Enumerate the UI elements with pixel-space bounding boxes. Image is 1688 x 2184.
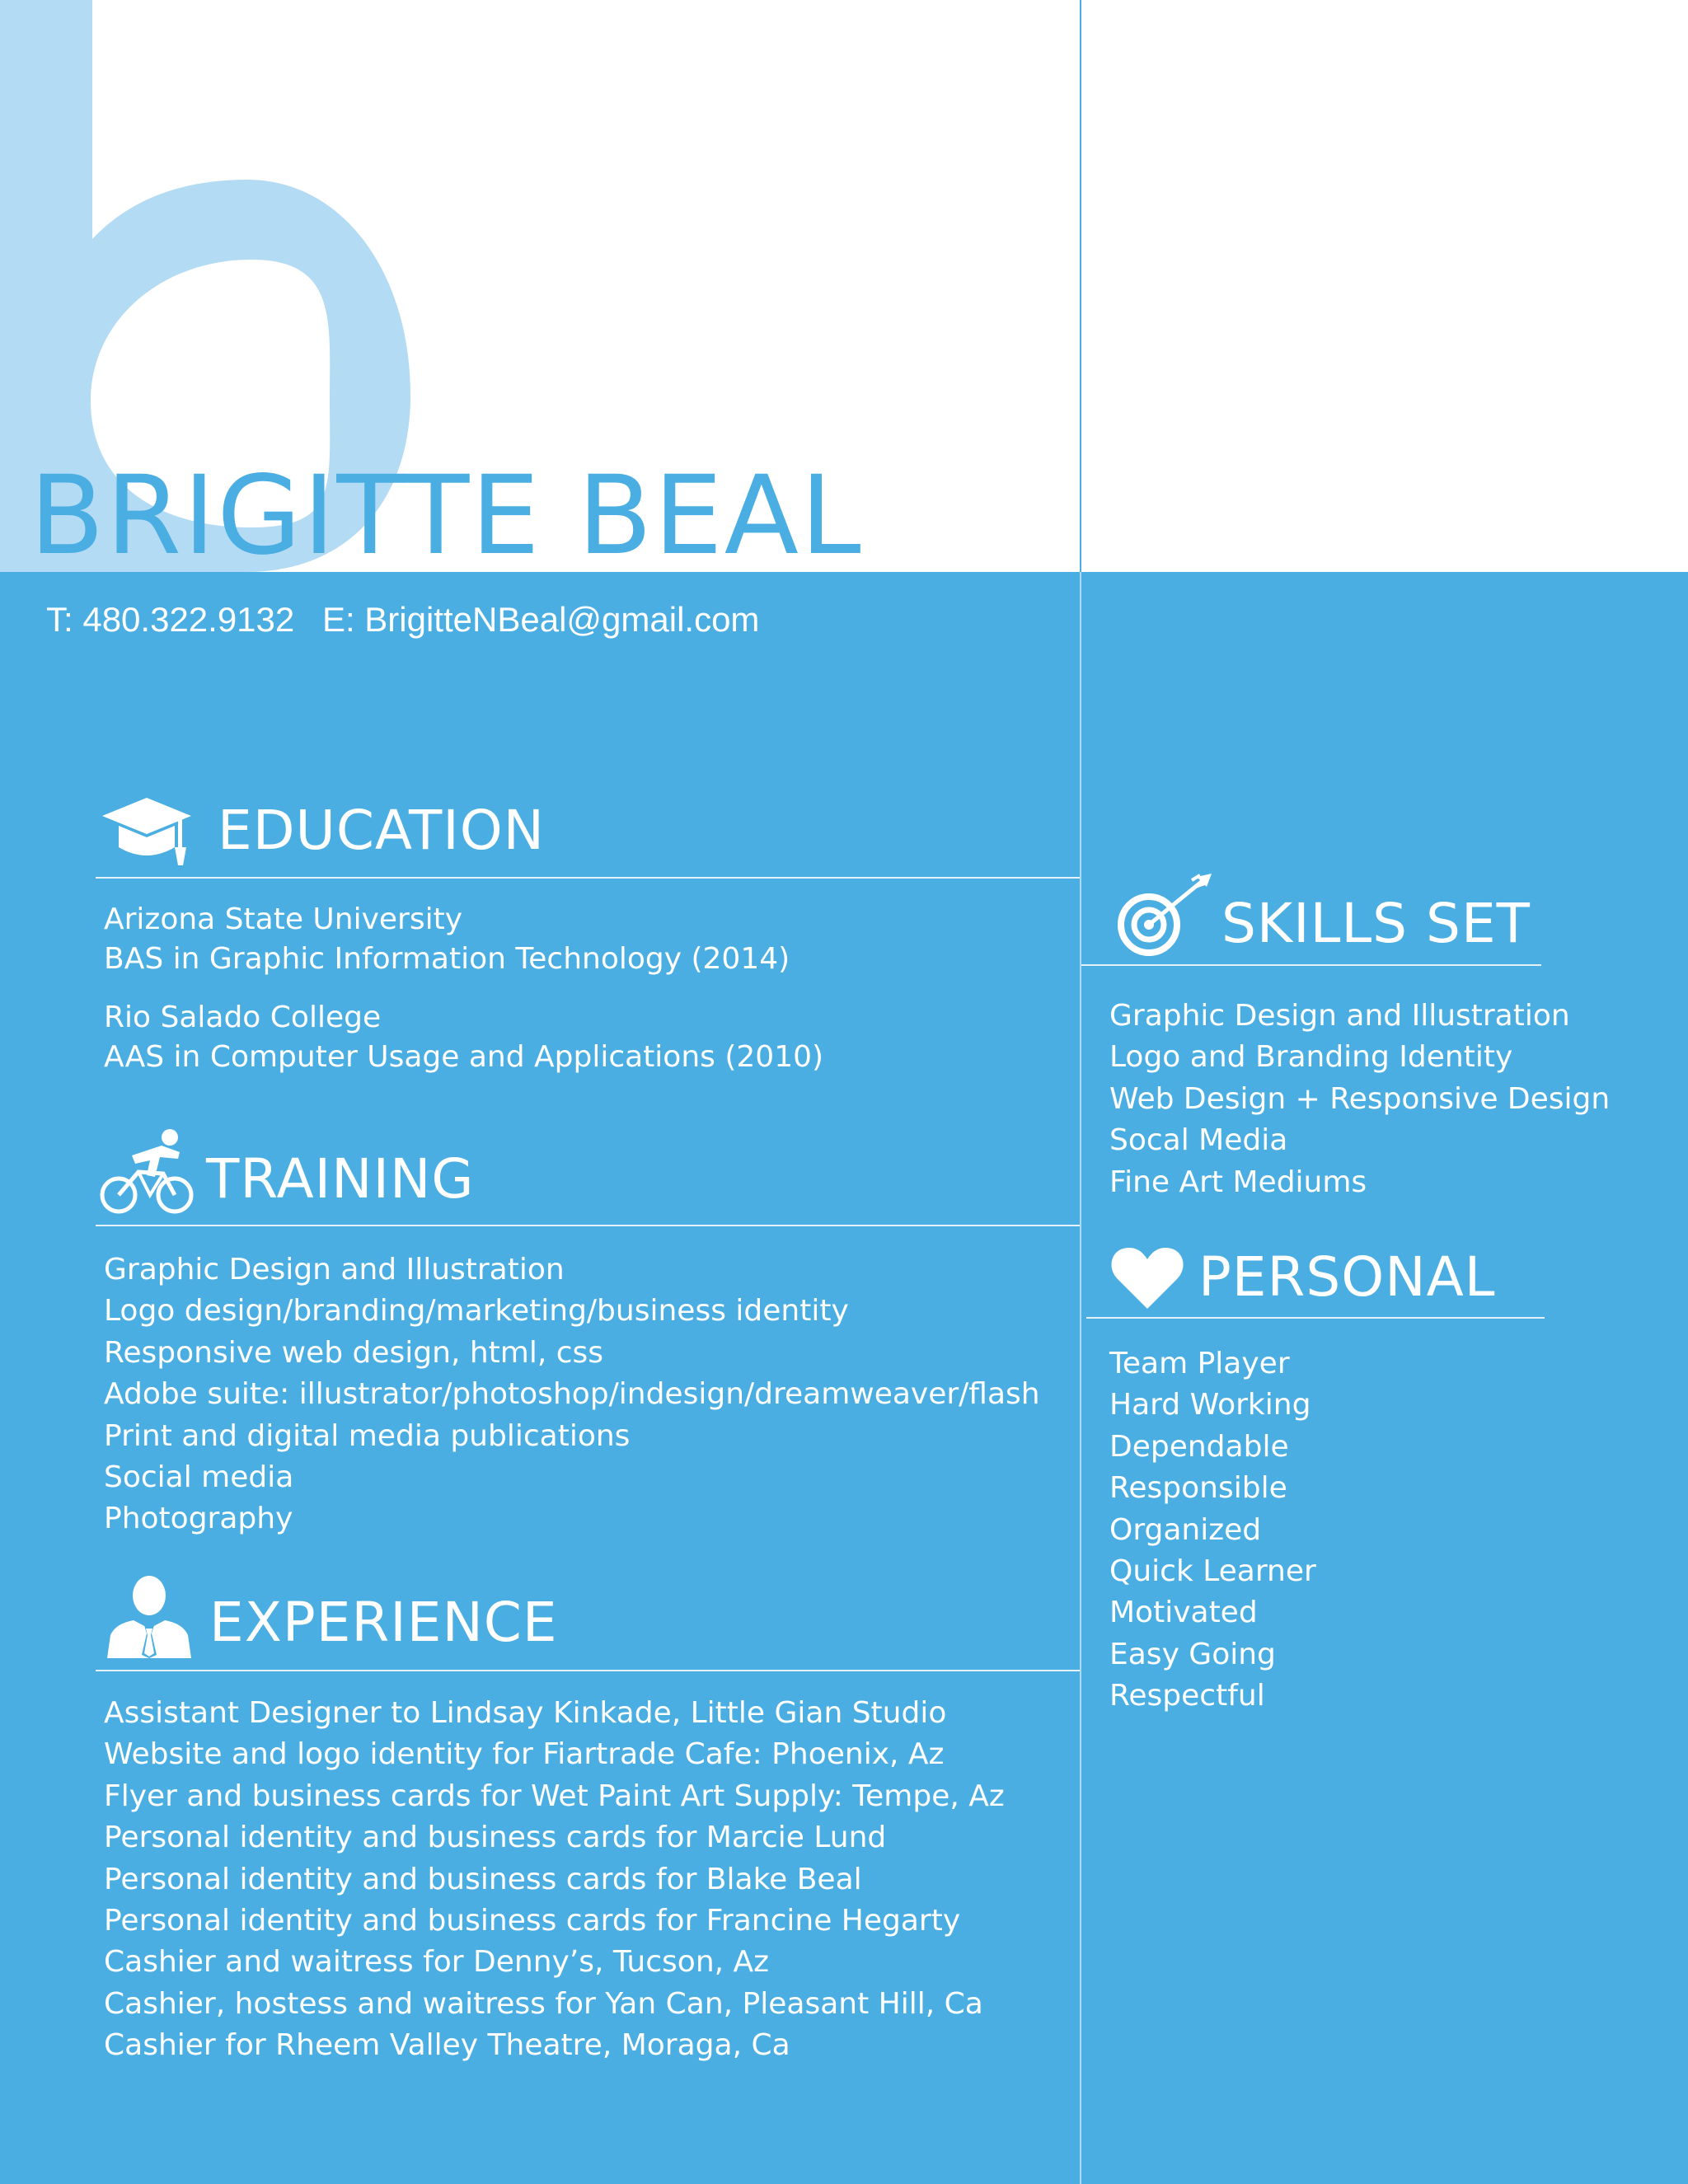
education-heading: [101, 796, 545, 865]
experience-heading: [107, 1576, 558, 1658]
list-item: Dependable: [1109, 1429, 1289, 1464]
person-tie-icon: [107, 1576, 191, 1658]
list-item: Personal identity and business cards for Francine Hegarty: [104, 1904, 961, 1938]
education-title: EDUCATION: [218, 799, 546, 862]
education-rule: [96, 877, 1080, 879]
list-item: Logo and Branding Identity: [1109, 1040, 1513, 1075]
personal-list: [1109, 1343, 1316, 1718]
training-rule: [96, 1225, 1080, 1226]
personal-title: PERSONAL: [1198, 1245, 1496, 1309]
list-item: Respectful: [1109, 1679, 1265, 1713]
list-item: Print and digital media publications: [104, 1418, 631, 1453]
list-item: Graphic Design and Illustration: [1109, 999, 1570, 1033]
personal-heading: [1111, 1244, 1496, 1310]
skills-list: [1109, 996, 1610, 1203]
list-item: Personal identity and business cards for Marcie Lund: [104, 1821, 887, 1855]
candidate-name: BRIGITTE BEAL: [30, 452, 863, 579]
list-item: Team Player: [1109, 1347, 1290, 1380]
skills-heading: [1116, 874, 1531, 958]
personal-rule: [1086, 1317, 1545, 1319]
list-item: Motivated: [1109, 1596, 1258, 1630]
school-name: Arizona State University: [104, 902, 463, 936]
list-item: Website and logo identity for Fiartrade Cafe: Phoenix, Az: [104, 1737, 945, 1772]
list-item: Socal Media: [1109, 1123, 1288, 1158]
education-entry: [104, 998, 823, 1077]
list-item: Cashier, hostess and waitress for Yan Can, Pleasant Hill, Ca: [104, 1986, 983, 2021]
school-name: Rio Salado College: [104, 1001, 382, 1034]
list-item: Graphic Design and Illustration: [104, 1253, 565, 1286]
list-item: Organized: [1109, 1512, 1262, 1547]
email-address[interactable]: E: BrigitteNBeal@gmail.com: [321, 600, 760, 639]
list-item: Logo design/branding/marketing/business identity: [104, 1294, 849, 1329]
heart-icon: [1111, 1246, 1184, 1309]
list-item: Flyer and business cards for Wet Paint Art Supply: Tempe, Az: [104, 1779, 1005, 1813]
experience-rule: [96, 1670, 1080, 1671]
phone-number[interactable]: T: 480.322.9132: [46, 600, 295, 639]
list-item: Cashier and waitress for Denny’s, Tucson, Az: [104, 1945, 770, 1980]
column-divider-lower: [1080, 572, 1081, 2184]
degree-name: BAS in Graphic Information Technology (2014): [104, 942, 790, 976]
list-item: Web Design + Responsive Design: [1109, 1081, 1611, 1116]
training-heading: [99, 1126, 474, 1216]
list-item: Photography: [104, 1502, 293, 1536]
list-item: Assistant Designer to Lindsay Kinkade, Little Gian Studio: [104, 1696, 947, 1730]
list-item: Hard Working: [1109, 1388, 1311, 1422]
list-item: Responsible: [1109, 1471, 1287, 1506]
list-item: Quick Learner: [1109, 1554, 1316, 1589]
training-list: [104, 1249, 1040, 1540]
degree-name: AAS in Computer Usage and Applications (2010): [104, 1040, 824, 1074]
graduation-cap-icon: [101, 796, 193, 865]
cyclist-icon: [99, 1126, 195, 1216]
list-item: Personal identity and business cards for Blake Beal: [104, 1862, 862, 1896]
target-arrow-icon: [1116, 874, 1215, 958]
education-entry: [104, 900, 790, 979]
list-item: Adobe suite: illustrator/photoshop/indesign/dreamweaver/flash: [104, 1377, 1040, 1412]
list-item: Social media: [104, 1460, 294, 1495]
experience-title: EXPERIENCE: [209, 1591, 558, 1654]
list-item: Cashier for Rheem Valley Theatre, Moraga, Ca: [104, 2028, 790, 2063]
list-item: Fine Art Mediums: [1109, 1165, 1367, 1199]
list-item: Responsive web design, html, css: [104, 1335, 604, 1370]
list-item: Easy Going: [1109, 1637, 1276, 1671]
training-title: TRAINING: [206, 1147, 475, 1211]
skills-title: SKILLS SET: [1221, 892, 1531, 955]
skills-rule: [1081, 964, 1541, 966]
experience-list: [104, 1693, 1005, 2067]
contact-line: [46, 597, 777, 643]
